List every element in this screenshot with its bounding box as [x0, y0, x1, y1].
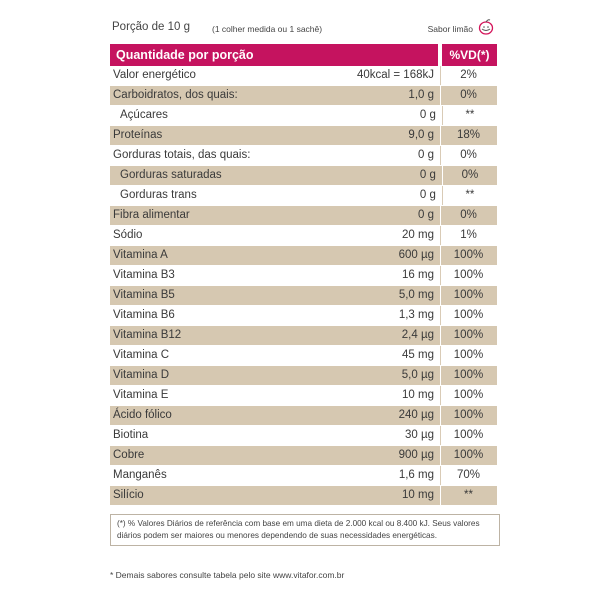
- nutrient-vd: 100%: [440, 326, 496, 345]
- nutrient-vd: 0%: [440, 206, 496, 225]
- table-top: [110, 18, 497, 44]
- flavor-label: Sabor limão: [427, 24, 473, 34]
- nutrient-name: Cobre: [113, 449, 145, 461]
- table-row: [110, 126, 497, 146]
- nutrient-amount: 20 mg: [402, 229, 434, 241]
- table-row: [110, 66, 497, 86]
- nutrient-name: Ácido fólico: [113, 409, 172, 421]
- table-body: [110, 66, 497, 506]
- header-vd: %VD(*): [442, 44, 497, 66]
- nutrient-name: Biotina: [113, 429, 149, 441]
- nutrient-name: Gorduras trans: [120, 189, 197, 201]
- nutrient-amount: 900 µg: [398, 449, 434, 461]
- nutrient-name: Vitamina B6: [113, 309, 175, 321]
- table-row: [110, 486, 497, 506]
- nutrient-name: Vitamina B5: [113, 289, 175, 301]
- nutrient-name: Gorduras saturadas: [120, 169, 222, 181]
- nutrient-amount: 10 mg: [402, 389, 434, 401]
- nutrient-vd: **: [440, 486, 496, 505]
- nutrient-vd: 100%: [440, 266, 496, 285]
- nutrient-amount: 40kcal = 168kJ: [356, 69, 434, 81]
- nutrient-amount: 1,3 mg: [398, 309, 434, 321]
- nutrient-vd: 0%: [442, 166, 497, 185]
- table-row: [110, 266, 497, 286]
- table-row: [110, 86, 497, 106]
- nutrient-name: Manganês: [113, 469, 167, 481]
- nutrient-vd: 0%: [440, 86, 496, 105]
- nutrient-amount: 0 g: [419, 109, 436, 121]
- nutrient-amount: 5,0 µg: [401, 369, 434, 381]
- nutrient-name: Silício: [113, 489, 144, 501]
- nutrient-name: Vitamina C: [113, 349, 170, 361]
- nutrient-amount: 0 g: [418, 149, 434, 161]
- nutrient-amount: 9,0 g: [408, 129, 434, 141]
- nutrient-amount: 2,4 µg: [401, 329, 434, 341]
- nutrient-amount: 10 mg: [402, 489, 434, 501]
- nutrient-amount: 45 mg: [402, 349, 434, 361]
- table-row: [110, 106, 497, 126]
- nutrient-vd: 100%: [440, 286, 496, 305]
- table-row: [110, 246, 497, 266]
- table-row: [110, 386, 497, 406]
- nutrient-vd: 1%: [440, 226, 496, 245]
- table-row: [110, 146, 497, 166]
- nutrient-vd: 100%: [440, 406, 496, 425]
- table-row: [110, 226, 497, 246]
- nutrient-name: Vitamina B12: [113, 329, 182, 341]
- table-row: [110, 446, 497, 466]
- lemon-icon: [477, 18, 495, 36]
- nutrient-name: Açúcares: [120, 109, 168, 121]
- nutrient-name: Vitamina D: [113, 369, 170, 381]
- nutrient-amount: 600 µg: [398, 249, 434, 261]
- nutrient-amount: 0 g: [418, 209, 434, 221]
- nutrient-amount: 1,6 mg: [398, 469, 434, 481]
- nutrient-name: Carboidratos, dos quais:: [113, 89, 238, 101]
- nutrient-vd: 100%: [440, 386, 496, 405]
- nutrient-vd: 100%: [440, 446, 496, 465]
- table-row: [110, 346, 497, 366]
- table-row: [110, 186, 497, 206]
- nutrient-name: Vitamina A: [113, 249, 168, 261]
- table-header: [110, 44, 497, 66]
- table-row: [110, 426, 497, 446]
- nutrient-name: Proteínas: [113, 129, 163, 141]
- nutrient-name: Vitamina B3: [113, 269, 175, 281]
- nutrient-vd: 100%: [440, 246, 496, 265]
- bottom-note: * Demais sabores consulte tabela pelo site www.vitafor.com.br: [110, 570, 345, 580]
- nutrient-vd: 0%: [440, 146, 496, 165]
- portion-size: Porção de 10 g: [112, 21, 191, 33]
- nutrient-vd: **: [442, 106, 497, 125]
- table-row: [110, 166, 497, 186]
- nutrient-name: Gorduras totais, das quais:: [113, 149, 251, 161]
- nutrient-amount: 1,0 g: [408, 89, 434, 101]
- nutrient-vd: 100%: [440, 346, 496, 365]
- table-row: [110, 406, 497, 426]
- nutrient-name: Valor energético: [113, 69, 196, 81]
- nutrient-vd: 100%: [440, 366, 496, 385]
- footnote: (*) % Valores Diários de referência com base em uma dieta de 2.000 kcal ou 8.400 kJ. Seus valores diários podem ser maiores ou menores dependendo de suas necessidades energéticas.: [110, 514, 500, 546]
- header-quantity: Quantidade por porção: [110, 44, 438, 66]
- table-row: [110, 326, 497, 346]
- portion-note: (1 colher medida ou 1 sachê): [212, 24, 323, 34]
- nutrient-vd: 100%: [440, 426, 496, 445]
- nutrient-amount: 30 µg: [404, 429, 434, 441]
- nutrient-amount: 16 mg: [402, 269, 434, 281]
- table-row: [110, 306, 497, 326]
- table-row: [110, 366, 497, 386]
- nutrient-vd: 2%: [440, 66, 496, 85]
- nutrient-amount: 240 µg: [398, 409, 434, 421]
- nutrient-vd: 70%: [440, 466, 496, 485]
- nutrient-amount: 0 g: [419, 169, 436, 181]
- nutrient-name: Fibra alimentar: [113, 209, 190, 221]
- nutrient-vd: **: [442, 186, 497, 205]
- nutrient-name: Sódio: [113, 229, 143, 241]
- nutrient-vd: 18%: [440, 126, 496, 145]
- nutrient-name: Vitamina E: [113, 389, 169, 401]
- nutrient-amount: 5,0 mg: [398, 289, 434, 301]
- nutrition-table: [110, 18, 497, 506]
- table-row: [110, 286, 497, 306]
- nutrient-amount: 0 g: [419, 189, 436, 201]
- nutrient-vd: 100%: [440, 306, 496, 325]
- table-row: [110, 206, 497, 226]
- table-row: [110, 466, 497, 486]
